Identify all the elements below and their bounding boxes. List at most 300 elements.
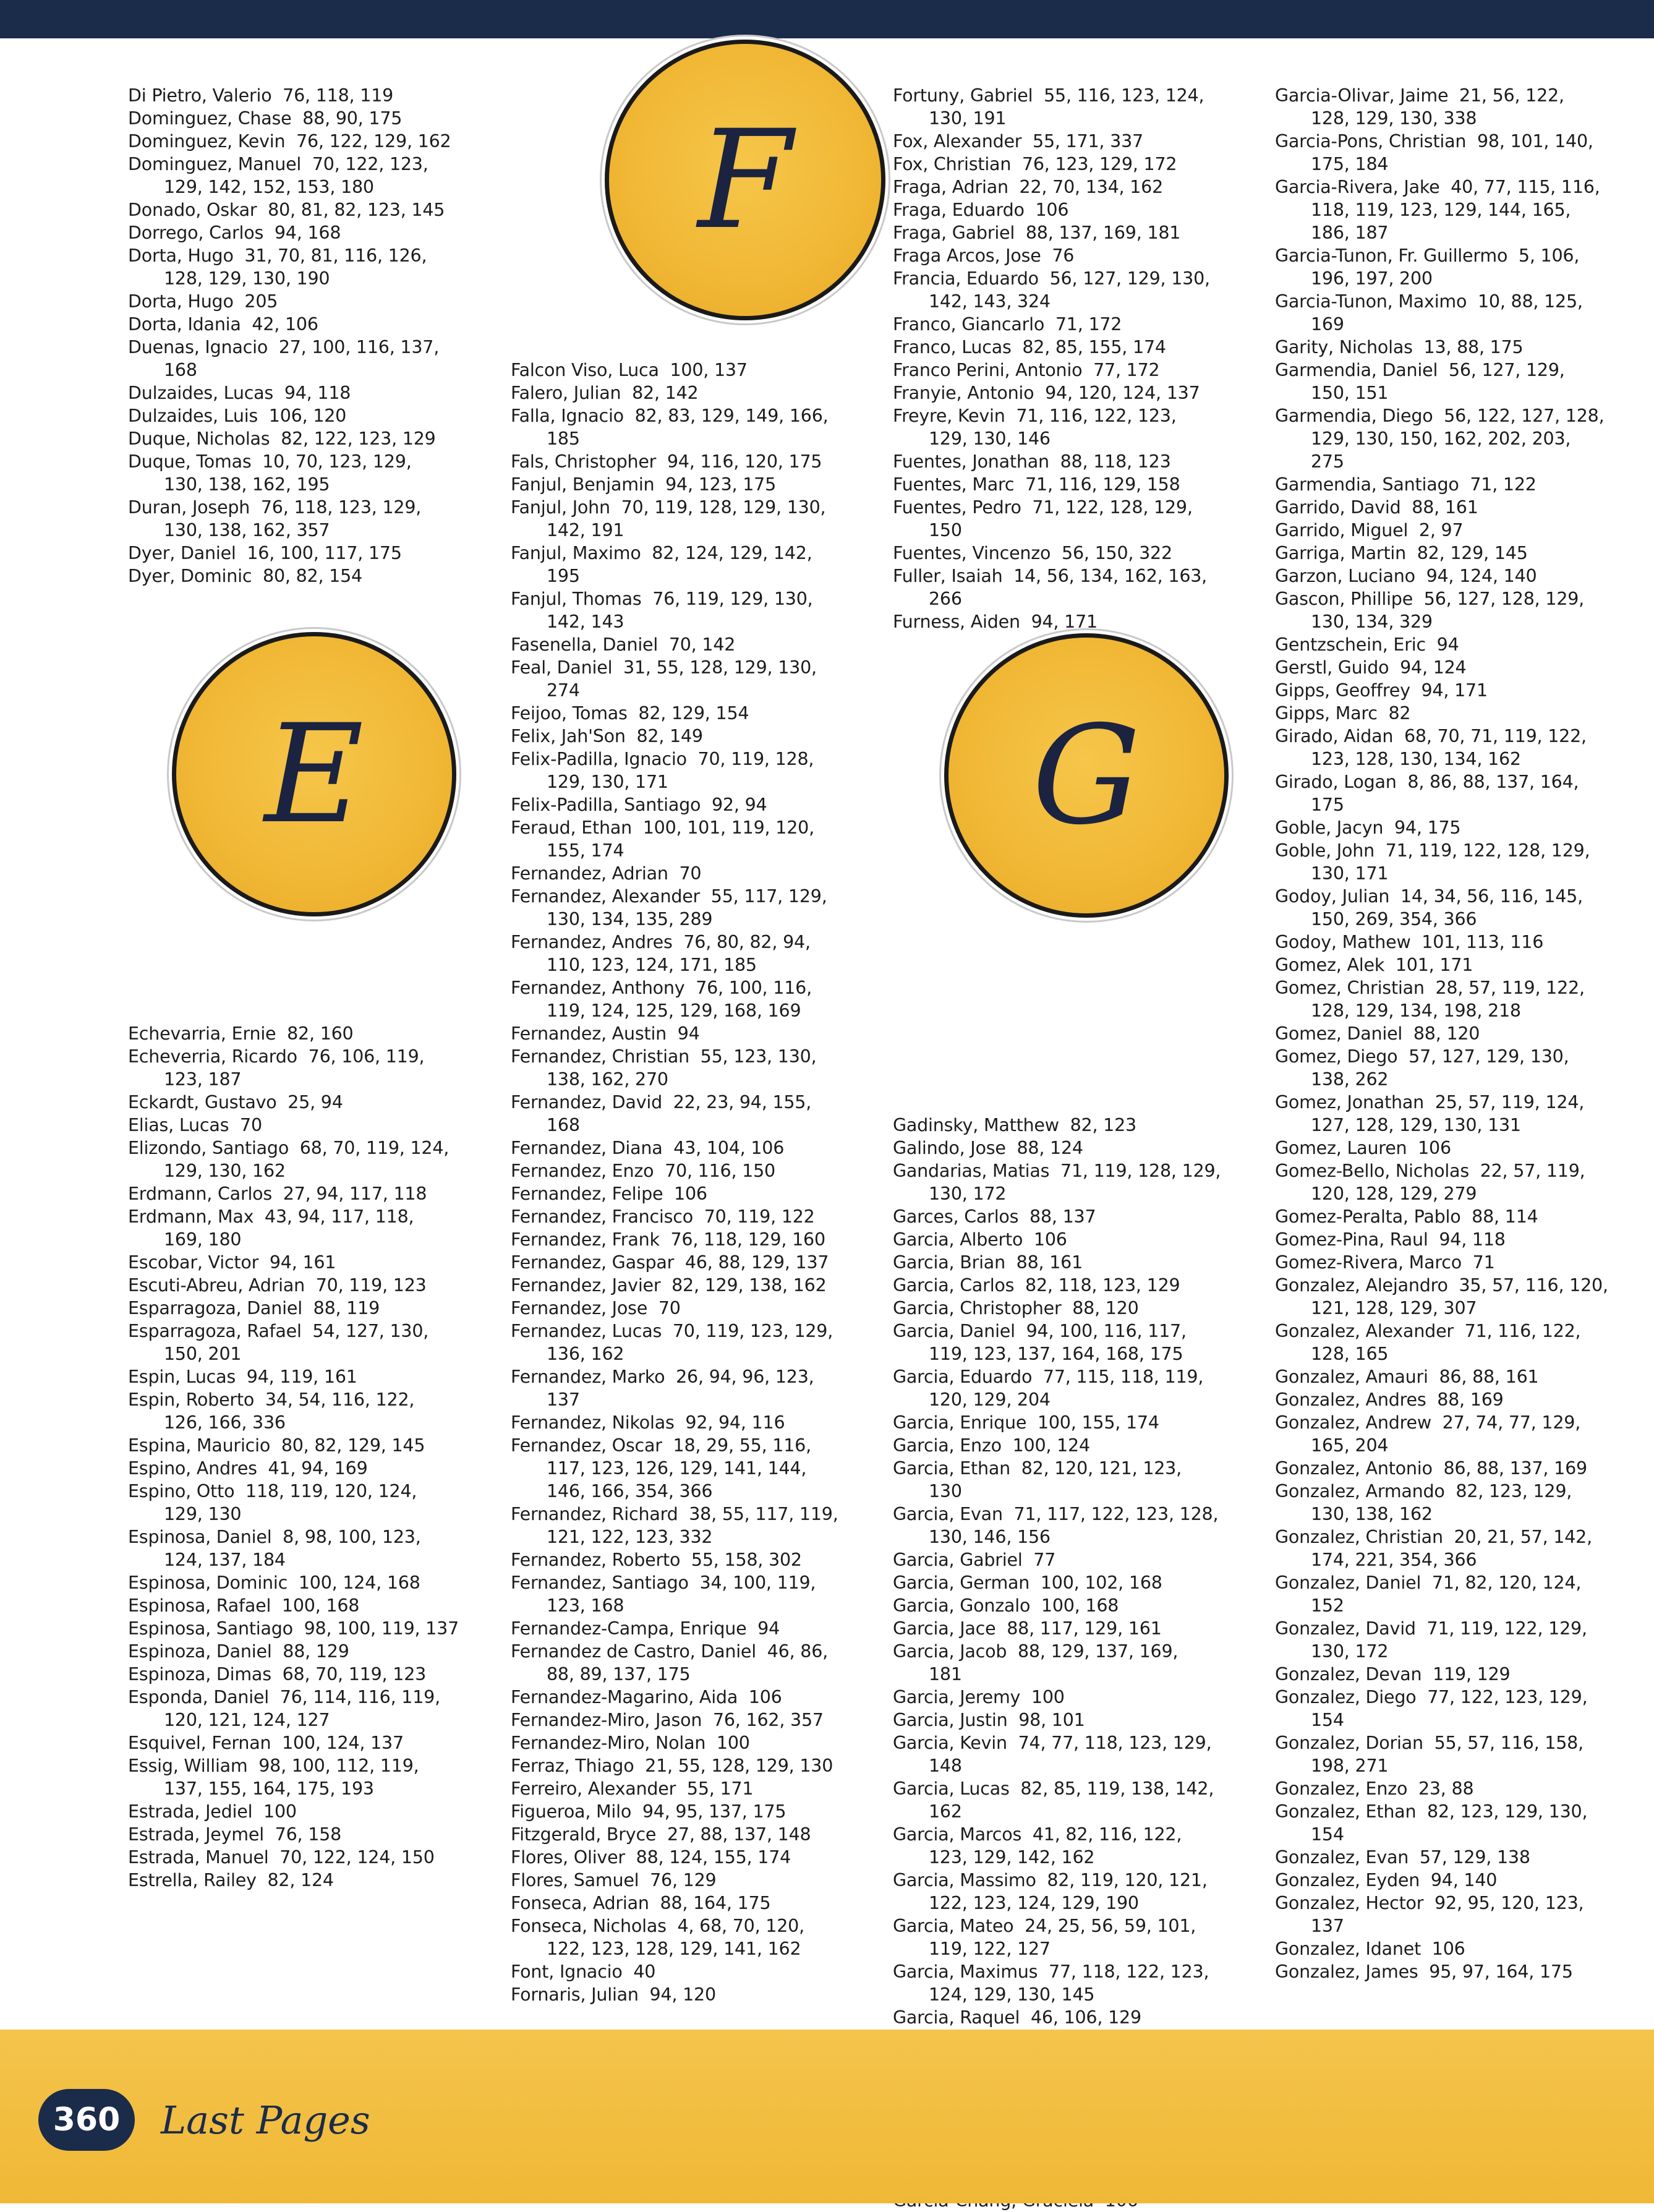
entry-name: Fasenella, Daniel [511,634,659,655]
entry-pages: 71, 117, 122, 123, 128, [1013,1504,1219,1524]
entry-pages: 118, 119, 120, 124, [245,1481,417,1501]
index-entry [511,1159,876,1182]
index-entry [893,244,1258,267]
entry-pages: 82, 123, 129, 130, [1427,1801,1588,1822]
entry-pages: 100 [716,1733,750,1753]
index-entry [1275,725,1640,771]
index-entry [128,221,493,244]
entry-name: Fernandez-Magarino, Aida [511,1687,738,1707]
index-entry [1275,1846,1640,1869]
letter-f: F [697,101,793,259]
entry-pages: 94, 171 [1031,612,1098,632]
entry-name: Gerstl, Guido [1275,657,1389,678]
index-entry [1275,1365,1640,1388]
index-entry [128,1137,493,1182]
entry-name: Figueroa, Milo [511,1801,632,1822]
entry-name: Erdmann, Max [128,1206,254,1227]
index-entry [511,496,876,542]
entry-pages-continued: 129, 142, 152, 153, 180 [164,177,374,197]
entry-pages: 119, 129 [1433,1664,1511,1685]
entry-name: Godoy, Mathew [1275,932,1411,952]
entry-pages-continued: 185 [547,429,580,449]
index-entry [511,1434,876,1480]
entry-pages: 94, 120, 124, 137 [1045,383,1200,403]
entry-name: Gonzalez, David [1275,1618,1416,1639]
entry-name: Garcia, Justin [893,1710,1008,1730]
entry-pages: 20, 21, 57, 142, [1454,1527,1592,1547]
index-column-4 [1275,84,1646,2013]
index-entry [511,816,876,862]
entry-name: Fernandez, Christian [511,1046,689,1067]
index-entry [893,1205,1258,1228]
entry-name: Garcia-Rivera, Jake [1275,177,1440,197]
entry-name: Estrella, Railey [128,1870,257,1890]
entry-name: Fernandez, Diana [511,1138,663,1158]
index-entry [893,473,1258,496]
entry-name: Garcia, Christopher [893,1298,1062,1318]
entry-name: Fanjul, Benjamin [511,474,655,495]
entry-name: Flores, Samuel [511,1870,639,1890]
entry-name: Espinosa, Santiago [128,1618,293,1639]
entry-name: Garcia, Jeremy [893,1687,1021,1707]
entry-name: Garcia, Enrique [893,1412,1027,1433]
entry-name: Falcon Viso, Luca [511,360,659,380]
entry-pages: 94 [677,1023,700,1044]
entry-name: Garriga, Martin [1275,543,1407,563]
index-entry [1275,1686,1640,1732]
entry-name: Garcia, Gonzalo [893,1595,1031,1616]
entry-name: Franco, Lucas [893,337,1012,357]
entry-name: Gomez, Daniel [1275,1023,1403,1044]
entry-name: Garcia, Eduardo [893,1367,1033,1387]
entry-pages: 100, 155, 174 [1037,1412,1159,1433]
index-entry [128,1022,493,1045]
entry-pages: 10, 70, 123, 129, [262,451,412,472]
entry-pages: 57, 129, 138 [1419,1847,1530,1868]
index-entry [128,1846,493,1869]
entry-name: Estrada, Jeymel [128,1824,264,1845]
entry-name: Gonzalez, Antonio [1275,1458,1433,1479]
entry-pages: 82, 124, 129, 142, [652,543,812,563]
entry-pages: 22, 57, 119, [1480,1161,1585,1181]
index-entry [1275,542,1640,565]
index-entry [1275,84,1640,130]
entry-pages: 27, 100, 116, 137, [278,337,440,357]
entry-pages: 106 [748,1687,782,1707]
index-entry [1275,954,1640,976]
entry-name: Garmendia, Daniel [1275,360,1438,380]
entry-name: Gomez, Christian [1275,978,1425,998]
index-entry [128,313,493,336]
index-entry [511,885,876,931]
entry-name: Gomez, Diego [1275,1046,1398,1067]
entry-name: Fernandez, Alexander [511,886,701,907]
entry-name: Fraga, Eduardo [893,200,1025,220]
entry-name: Garces, Carlos [893,1206,1019,1227]
index-column-2 [511,84,882,2013]
index-entry [128,1091,493,1114]
index-entry [128,1045,493,1091]
entry-name: Fernandez, Adrian [511,863,668,884]
entry-pages-continued: 154 [1311,1824,1344,1845]
index-entry [893,153,1258,176]
entry-pages: 34, 54, 116, 122, [265,1390,415,1410]
index-entry [1275,656,1640,679]
entry-pages: 76, 106, 119, [308,1046,425,1067]
top-banner [0,0,1654,38]
entry-pages: 82, 142 [632,383,699,403]
index-entry [1275,1022,1640,1045]
index-entry [1275,1617,1640,1663]
index-entry [128,450,493,496]
entry-name: Galindo, Jose [893,1138,1006,1158]
entry-pages: 94, 100, 116, 117, [1026,1321,1187,1341]
entry-name: Garcia, Brian [893,1252,1005,1273]
entry-pages: 77, 118, 122, 123, [1049,1962,1209,1982]
entry-pages: 106 [1035,200,1069,220]
index-entry [511,1777,876,1800]
entry-name: Espinosa, Dominic [128,1573,288,1593]
entry-pages-continued: 146, 166, 354, 366 [547,1481,713,1501]
entry-name: Felix-Padilla, Santiago [511,795,701,815]
entry-pages: 86, 88, 137, 169 [1443,1458,1587,1479]
entry-name: Fernandez-Miro, Jason [511,1710,702,1730]
entry-name: Gonzalez, Andrew [1275,1412,1431,1433]
entry-name: Echeverria, Ricardo [128,1046,297,1067]
entry-pages: 88, 124, 155, 174 [636,1847,791,1868]
entry-name: Gonzalez, Evan [1275,1847,1409,1868]
entry-name: Dorta, Hugo [128,291,234,312]
entry-pages-continued: 122, 123, 124, 129, 190 [929,1893,1139,1913]
index-entry [1275,1205,1640,1228]
entry-name: Gonzalez, Alexander [1275,1321,1454,1341]
entry-pages: 88, 124 [1017,1138,1083,1158]
entry-pages: 71, 116, 122, [1464,1321,1581,1341]
entry-pages: 94, 120 [649,1984,716,2005]
index-entry [511,1205,876,1228]
entry-pages: 40, 77, 115, 116, [1451,177,1600,197]
index-entry [128,1526,493,1571]
entry-name: Fanjul, John [511,497,610,518]
entry-name: Fuentes, Pedro [893,497,1021,518]
entry-pages-continued: 128, 129, 134, 198, 218 [1311,1001,1521,1021]
section-title: Last Pages [161,2098,370,2143]
entry-pages-continued: 150, 151 [1311,383,1389,403]
entry-pages-continued: 130 [929,1481,962,1501]
entry-pages: 76, 118, 123, 129, [260,497,422,518]
entry-pages: 31, 55, 128, 129, 130, [623,657,817,678]
entry-pages: 88, 129, 137, 169, [1018,1641,1179,1662]
entry-pages: 16, 100, 117, 175 [247,543,402,563]
entry-name: Flores, Oliver [511,1847,625,1868]
entry-pages: 70 [658,1298,681,1318]
entry-name: Fernandez, Francisco [511,1206,693,1227]
entry-pages: 71 [1472,1252,1495,1273]
entry-pages-continued: 120, 129, 204 [929,1390,1051,1410]
entry-pages: 88, 119 [313,1298,380,1318]
entry-name: Espino, Otto [128,1481,235,1501]
entry-name: Eckardt, Gustavo [128,1092,277,1112]
entry-pages: 2, 97 [1418,520,1464,540]
index-entry [511,359,876,382]
entry-pages: 100, 102, 168 [1040,1573,1162,1593]
entry-pages-continued: 162 [929,1801,962,1822]
entry-pages-continued: 169 [1311,314,1344,335]
entry-pages: 94 [1436,634,1459,655]
entry-name: Dulzaides, Luis [128,406,258,426]
index-entry [128,336,493,382]
entry-pages: 55, 117, 129, [710,886,827,907]
entry-pages: 88, 129 [283,1641,349,1662]
entry-pages: 100 [263,1801,297,1822]
index-entry [893,1159,1258,1205]
entry-pages: 71, 172 [1055,314,1122,335]
entry-pages: 21, 56, 122, [1459,85,1564,106]
index-entry [511,1915,876,1960]
entry-pages: 76, 114, 116, 119, [279,1687,440,1707]
entry-pages: 100, 124, 168 [298,1573,420,1593]
entry-pages-continued: 128, 129, 130, 338 [1311,108,1477,129]
index-entry [511,725,876,748]
index-entry [1275,885,1640,931]
index-entry [511,1091,876,1137]
entry-name: Fernandez, Marko [511,1367,665,1387]
entry-pages: 76, 123, 129, 172 [1021,154,1177,174]
entry-pages: 94, 161 [269,1252,336,1273]
index-entry [1275,1869,1640,1892]
entry-pages-continued: 120, 121, 124, 127 [164,1710,330,1730]
entry-pages: 46, 88, 129, 137 [684,1252,829,1273]
entry-pages-continued: 110, 123, 124, 171, 185 [547,955,757,975]
index-entry [128,1663,493,1686]
index-entry [128,107,493,130]
entry-pages-continued: 119, 124, 125, 129, 168, 169 [547,1001,801,1021]
index-entry [1275,1732,1640,1777]
entry-name: Duenas, Ignacio [128,337,268,357]
entry-pages-continued: 275 [1311,451,1344,472]
entry-pages-continued: 129, 130, 162 [164,1161,286,1181]
index-entry [511,793,876,816]
entry-name: Garcia, Mateo [893,1916,1014,1936]
index-entry [511,1640,876,1686]
entry-pages: 106 [1033,1229,1067,1250]
entry-pages: 82, 129, 138, 162 [671,1275,827,1296]
index-entry [1275,496,1640,519]
entry-pages: 70, 119, 123 [315,1275,427,1296]
entry-pages: 27, 94, 117, 118 [283,1184,427,1204]
entry-pages: 94, 168 [274,223,341,243]
index-entry [893,199,1258,221]
entry-pages: 71, 122, 128, 129, [1032,497,1193,518]
entry-name: Espina, Mauricio [128,1435,271,1456]
index-entry [128,1732,493,1754]
entry-name: Fraga, Gabriel [893,223,1015,243]
entry-pages: 80, 82, 154 [263,566,362,586]
index-entry [128,1388,493,1434]
index-entry [511,1480,876,1503]
entry-name: Feal, Daniel [511,657,613,678]
index-entry [893,1251,1258,1274]
entry-pages: 98, 101, 140, [1477,131,1593,152]
entry-pages-continued: 142, 143 [547,612,625,632]
entry-pages: 18, 29, 55, 116, [673,1435,811,1456]
entry-name: Fernandez, Lucas [511,1321,662,1341]
entry-name: Fraga, Adrian [893,177,1008,197]
entry-pages-continued: 181 [929,1664,962,1685]
entry-name: Gonzalez, Amauri [1275,1367,1428,1387]
index-entry [1275,1137,1640,1159]
entry-name: Fernandez, Oscar [511,1435,662,1456]
entry-pages: 27, 74, 77, 129, [1442,1412,1581,1433]
entry-name: Freyre, Kevin [893,406,1005,426]
index-entry [893,1434,1258,1457]
entry-name: Fernandez, Richard [511,1504,678,1524]
entry-pages: 205 [244,291,278,312]
index-entry [511,1960,876,1983]
entry-pages: 88, 137, 169, 181 [1025,223,1181,243]
entry-pages-continued: 128, 165 [1311,1344,1389,1364]
entry-name: Fernandez, Santiago [511,1573,689,1593]
entry-pages-continued: 195 [547,566,580,586]
entry-pages-continued: 198, 271 [1311,1756,1389,1776]
index-entry [128,1754,493,1800]
entry-pages: 82, 119, 120, 121, [1047,1870,1208,1890]
entry-pages: 92, 94, 116 [685,1412,785,1433]
entry-name: Font, Ignacio [511,1962,623,1982]
entry-pages: 94, 140 [1430,1870,1498,1890]
index-entry [1275,702,1640,725]
index-entry [893,1709,1258,1732]
entry-name: Garcia-Tunon, Maximo [1275,291,1467,312]
entry-pages: 101, 171 [1395,955,1473,975]
entry-pages: 82, 123 [1070,1115,1136,1135]
entry-pages: 88, 161 [1412,497,1478,518]
entry-pages-continued: 123, 128, 130, 134, 162 [1311,749,1521,769]
entry-name: Falla, Ignacio [511,406,624,426]
entry-name: Godoy, Julian [1275,886,1390,907]
entry-name: Garrido, Miguel [1275,520,1409,540]
entry-name: Francia, Eduardo [893,268,1039,289]
entry-pages: 41, 82, 116, 122, [1032,1824,1182,1845]
entry-name: Espino, Andres [128,1458,257,1479]
index-entry [1275,1091,1640,1137]
entry-name: Gascon, Phillipe [1275,589,1413,609]
index-entry [511,1228,876,1251]
index-entry [128,1457,493,1480]
index-entry [893,1503,1258,1548]
letter-medallion-f [605,40,885,320]
index-entry [1275,931,1640,954]
index-entry [893,1823,1258,1869]
entry-name: Escobar, Victor [128,1252,259,1273]
entry-name: Fraga Arcos, Jose [893,246,1041,266]
entry-pages: 82, 122, 123, 129 [281,429,436,449]
entry-pages: 55, 171, 337 [1033,131,1143,152]
index-entry [1275,1960,1640,1983]
entry-name: Fernandez, David [511,1092,662,1112]
index-entry [128,1320,493,1365]
entry-pages: 88, 118, 123 [1060,451,1171,472]
entry-pages-continued: 88, 89, 137, 175 [547,1664,691,1685]
entry-pages: 26, 94, 96, 123, [676,1367,814,1387]
index-entry [893,1869,1258,1915]
entry-pages-continued: 152 [1311,1595,1344,1616]
entry-pages: 4, 68, 70, 120, [677,1916,804,1936]
index-entry [1275,519,1640,542]
entry-name: Gonzalez, Armando [1275,1481,1445,1501]
entry-name: Girado, Logan [1275,772,1397,792]
index-entry [511,450,876,473]
entry-pages-continued: 186, 187 [1311,223,1389,243]
entry-pages: 77, 115, 118, 119, [1042,1367,1204,1387]
index-entry [1275,1526,1640,1571]
entry-pages: 88, 137 [1029,1206,1096,1227]
index-entry [893,176,1258,199]
index-entry [893,1297,1258,1320]
entry-name: Gonzalez, Eyden [1275,1870,1420,1890]
entry-name: Fortuny, Gabriel [893,85,1033,106]
index-entry [1275,633,1640,656]
entry-pages: 76, 129 [650,1870,717,1890]
entry-pages-continued: 130, 146, 156 [929,1527,1051,1547]
entry-name: Estrada, Manuel [128,1847,269,1868]
entry-name: Gomez-Bello, Nicholas [1275,1161,1469,1181]
entry-name: Gonzalez, Alejandro [1275,1275,1448,1296]
entry-pages: 28, 57, 119, 122, [1435,978,1585,998]
entry-name: Garcia, Alberto [893,1229,1023,1250]
entry-pages: 70, 119, 128, [697,749,814,769]
index-entry [511,404,876,450]
entry-name: Felix, Jah'Son [511,726,626,746]
index-entry [893,267,1258,313]
entry-name: Garcia, Raquel [893,2007,1020,2028]
entry-name: Esparragoza, Rafael [128,1321,302,1341]
entry-pages-continued: 130, 172 [1311,1641,1389,1662]
entry-pages: 55, 123, 130, [700,1046,817,1067]
index-entry [128,382,493,404]
entry-pages: 82, 118, 123, 129 [1025,1275,1180,1296]
entry-pages-continued: 130, 172 [929,1184,1007,1204]
entry-pages-continued: 137 [547,1390,580,1410]
entry-pages: 100, 137 [670,360,748,380]
entry-name: Garcia, Daniel [893,1321,1015,1341]
index-entry [893,1320,1258,1365]
page-number: 360 [38,2089,135,2151]
index-entry [511,976,876,1022]
entry-pages: 94, 124 [1400,657,1467,678]
index-entry [511,1503,876,1548]
index-entry [511,1137,876,1159]
entry-pages: 100, 168 [1041,1595,1119,1616]
entry-pages: 25, 57, 119, 124, [1434,1092,1585,1112]
index-entry [1275,1663,1640,1686]
index-entry [893,1228,1258,1251]
entry-pages-continued: 138, 162, 270 [547,1069,668,1090]
entry-pages-continued: 142, 191 [547,520,625,540]
entry-pages: 92, 94 [711,795,767,815]
entry-pages: 24, 25, 56, 59, 101, [1025,1916,1196,1936]
entry-name: Fox, Christian [893,154,1012,174]
entry-pages-continued: 129, 130, 171 [547,772,668,792]
letter-medallion-g [944,633,1229,918]
entry-pages-continued: 123, 129, 142, 162 [929,1847,1095,1868]
index-entry [511,1548,876,1571]
entry-name: Dominguez, Manuel [128,154,302,174]
entry-pages: 21, 55, 128, 129, 130 [645,1756,833,1776]
index-entry [1275,404,1640,450]
index-entry [893,221,1258,244]
entry-pages-continued: 136, 162 [547,1344,625,1364]
